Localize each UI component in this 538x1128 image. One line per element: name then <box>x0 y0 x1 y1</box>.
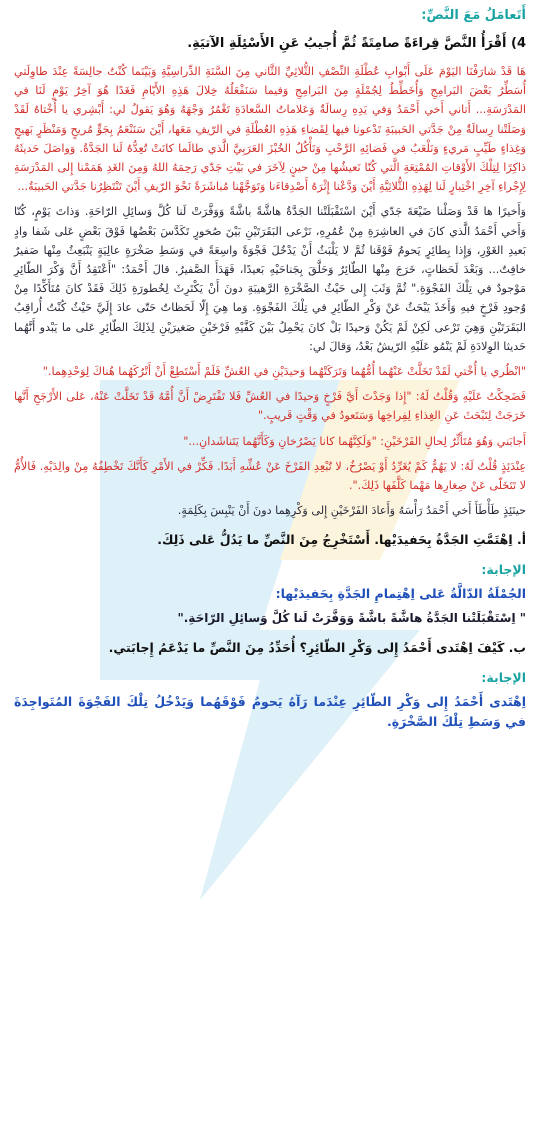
section-title: أَتَعامَلُ مَعَ النَّصِّ: <box>421 8 526 23</box>
story-paragraph-1: هَا قَدْ شارَفْنَا اليَوْمَ عَلَى أَبْوابِ عُطْلَةِ النِّصْفِ الثُّلاثِيِّ الثَّاني مِنَ السَّنَةِ الدِّراسِيَّةِ وَبَيْنَما كُنْتُ جالِسَةً عِنْدَ طاوِلَتي أُسَطِّرُ بَعْضَ البَرامِجِ وَأُخَطِّطُ لِجُمْلَةٍ مِنَ البَرامِجِ وَفيما سَنَفْعَلُهُ خِلالَ هَذِهِ الأَيّامِ فَغَدًا هُوَ آخِرُ يَوْمٍ لَنَا في المَدْرَسَةِ... أَتاني أَخي أَحْمَدُ وَفي يَدِهِ رِسالَةٌ وَعَلاماتُ السَّعادَةِ تَغْمُرُ وَجْهَهُ وَهُوَ يَقولُ لي: أَبْشِري يا أُخْتاهُ لَقَدْ وَصَلَتْنا رِسالَةٌ مِنْ جَدَّتي الحَبيبَةِ تَدْعونا فيها لِقَضاءِ هَذِهِ العُطْلَةِ في الرّيفِ مَعَها، أَيْنَ سَنَنْعَمُ بِجَوٍّ مُريحٍ وَمَنْظَرٍ بَهيجٍ وَغِذاءٍ طَيِّبٍ مَريءٍ وَنَلْعَبُ في فَضائِهِ الرَّحْبِ وَنَأْكُلُ الخُبْزَ العَرَبِيَّ الَّذي طالَما كانَتْ تُعِدُّهُ لَنا الجَدَّةُ. وَواصَلَ حَديثَهُ ذاكِرًا لِتِلْكَ الأَوْقاتِ المُمْتِعَةِ الَّتي كُنّا نَعيشُها مِنْ حينٍ لِآخَرَ في بَيْتِ جَدّي رَحِمَهُ اللهُ وَمِنَ الغَدِ هَمَمْنا إِلى المَدْرَسَةِ لِإِجْراءِ آخِرِ اخْتِبارٍ لَنا لِهَذِهِ الثُّلاثِيَّةِ أَيْنَ وَدَّعْنا إِثْرَهُ أَصْدِقاءَنا وَتَوَجَّهْنا مُباشَرَةً نَحْوَ الرّيفِ أَيْنَ تَنْتَظِرُنا جَدَّتي الحَبيبَةُ... <box>14 65 526 194</box>
main-question: 4) أَقْرَأُ النَّصَّ قِراءَةً صامِتَةً ثُمَّ أُجيبُ عَنِ الأَسْئِلَةِ الآتيَةِ. <box>187 36 526 51</box>
answer-a-title: الجُمْلَةُ الدّالَّةُ عَلى اِهْتِمامِ الجَدَّةِ بِحَفيدَيْها: <box>275 586 526 602</box>
question-a: أ. اِهْتَمَّتِ الجَدَّةُ بِحَفيدَيْها. أَسْتَخْرِجُ مِنَ النَّصِّ ما يَدُلُّ عَلى ذَلِكَ. <box>157 532 526 548</box>
story-paragraph-4: فَضَحِكْتُ عَلَيْهِ وَقُلْتُ لَهُ: "إِذا وَجَدْتَ أَيَّ فَرْخٍ وَحيدًا في العُشِّ فَلا تَفْتَرِضْ أَنَّ أُمَّهُ قَدْ تَخَلَّتْ عَنْهُ، عَلى الأَرْجَحِ أَنَّها خَرَجَتْ لِتَبْحَثَ عَنِ الغِذاءِ لِفِراخِها وَسَتَعودُ في وَقْتٍ قَريبٍ." <box>14 390 526 423</box>
story-paragraph-7: حينَئِذٍ طَأْطَأَ أَخي أَحْمَدُ رَأْسَهُ وَأَعادَ الفَرْخَيْنِ إِلى وَكْرِهِما دونَ أَنْ يَنْبِسَ بِكَلِمَةٍ. <box>177 504 526 518</box>
story-paragraph-5: أَجابَني وَهُوَ مُتَأَثِّرٌ لِحالِ الفَرْخَيْنِ: "وَلَكِنَّهُما كانا يَصْرُخانِ وَكَأَنَّهُما يَتَناشَدانِ..." <box>183 434 526 448</box>
answer-b-text: اِهْتَدى أَحْمَدُ إِلى وَكْرِ الطّائِرِ عِنْدَما رَآهُ يَحومُ فَوْقَهُما وَيَدْخُلُ تِلْكَ الفَجْوَةَ المُتَواجِدَةَ في وَسَطِ تِلْكَ الصَّخْرَةِ. <box>14 694 526 730</box>
answer-a-quote: " اِسْتَقْبَلَتْنا الجَدَّةُ هاشَّةً باشَّةً وَوَفَّرَتْ لَنا كُلَّ وَسائِلِ الرّاحَةِ." <box>177 611 526 626</box>
story-paragraph-3: "انْظُري يا أُخْتي لَقَدْ تَخَلَّتْ عَنْهُما أُمُّهُما وَتَرَكَتْهُما وَحيدَيْنِ في العُشِّ فَلَمْ أَسْتَطِعْ أَنْ أَتْرُكَهُما هُناكَ لِوَحْدِهِما." <box>42 365 526 379</box>
answer-label-b: الإجابة: <box>481 670 526 686</box>
question-b: ب. كَيْفَ اِهْتَدى أَحْمَدُ إِلى وَكْرِ الطّائِرِ؟ أُحَدِّدُ مِنَ النَّصِّ ما يَدْعَمُ إِجابَتي. <box>108 640 526 656</box>
answer-label-a: الإجابة: <box>481 562 526 578</box>
story-paragraph-2: وَأَخيرًا ها قَدْ وَصَلْنا ضَيْعَةَ جَدّي أَيْنَ اسْتَقْبَلَتْنا الجَدَّةُ هاشَّةً باشَّةً وَوَفَّرَتْ لَنا كُلَّ وَسائِلِ الرّاحَةِ. وَذاتَ يَوْمٍ، كُنّا وَأَخي أَحْمَدُ الَّذي كانَ في العاشِرَةِ مِنْ عُمُرِهِ، نَرْعى البَقَرَتَيْنِ بَيْنَ صُخورٍ تَكَدَّسَ بَعْضُها فَوْقَ بَعْضٍ عَلى شَفا وادٍ بَعيدِ الغَوْرِ، وَإِذا بِطائِرٍ يَحومُ فَوْقَنا ثُمَّ لا يَلْبَثُ أَنْ يَدْخُلَ فَجْوَةً واسِعَةً في وَسَطِ صَخْرَةٍ عالِيَةٍ يَنْبَعِثُ مِنْها صَفيرٌ خافِتٌ... وَبَعْدَ لَحَظاتٍ، خَرَجَ مِنْها الطّائِرُ وَحَلَّقَ بِجَناحَيْهِ بَعيدًا، فَهَدَأَ الصَّفيرُ. قالَ أَحْمَدُ: "أَعْتَقِدُ أَنَّ وَكْرَ الطّائِرِ مَوْجودٌ في تِلْكَ الفَجْوَةِ." ثُمَّ وَثَبَ إِلى حَيْثُ الصَّخْرَةِ الرَّهيبَةِ دونَ أَنْ يَكْتَرِثَ لِخُطورَةِ ذَلِكَ فَقَدْ كانَ مُتَأَكِّدًا مِنْ وُجودِ فَرْخٍ فيهِ وَأَخَذَ يَبْحَثُ عَنْ وَكْرِ الطّائِرِ في تِلْكَ الفَجْوَةِ. وَما هِيَ إِلّا لَحَظاتٌ حَتّى عادَ إِلَيَّ حَيْثُ كُنْتُ أُراقِبُ البَقَرَتَيْنِ وَهِيَ تَرْعى لَكِنْ لَمْ يَكُنْ وَحيدًا بَلْ كانَ يَحْمِلُ بَيْنَ كَفَّيْهِ فَرْخَيْنِ صَغيرَيْنِ لِذَلِكَ الطّائِرِ عَلى ما يَبْدو أَنَّهُما حَديثا الوِلادَةِ لَمْ يَنْمُو عَلَيْهِ الرّيشُ بَعْدُ، وَقالَ لي: <box>14 205 526 353</box>
story-paragraph-6: عِنْدَئِذٍ قُلْتُ لَهُ: لا يَهُمُّ كَمْ يُغَرِّدُ أَوْ يَصْرُخُ، لا تُبْعِدِ الفَرْخَ عَنْ عُشِّهِ أَبَدًا. فَكِّرْ في الأَمْرِ كَأَنَّكَ تَخْطِفُهُ مِنْ والِدَيْهِ. فَالأُمُّ لا تَتَخَلّى عَنْ صِغارِها مَهْما كَلَّفَها ذَلِكَ.". <box>14 459 526 493</box>
